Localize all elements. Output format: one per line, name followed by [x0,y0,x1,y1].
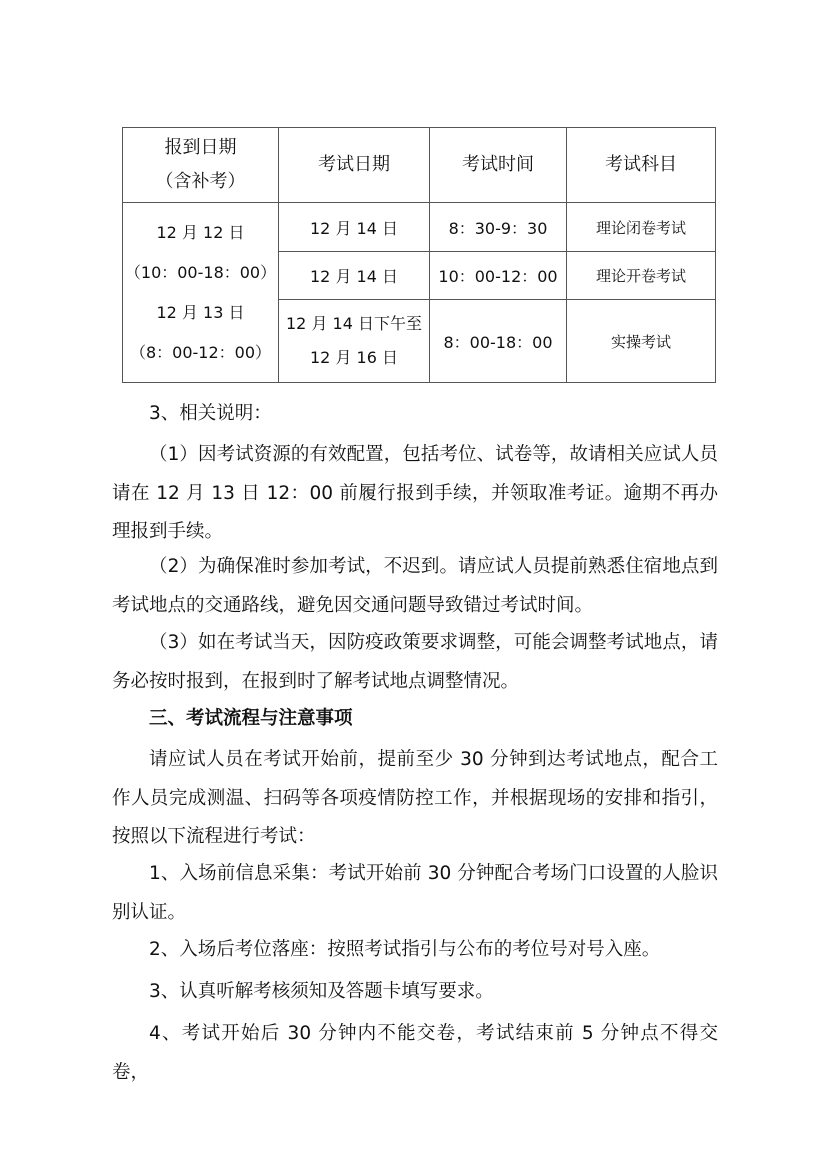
exam-time-cell: 8：00-18：00 [430,300,567,383]
header-makeup-label: （含补考） [155,171,246,192]
exam-date-cell [279,300,430,383]
header-exam-time: 考试时间 [430,128,567,203]
step-2-paragraph: 2、入场后考位落座：按照考试指引与公布的考位号对号入座。 [149,939,661,960]
step-4-paragraph: 4、考试开始后 30 分钟内不能交卷，考试结束前 5 分钟点不得交卷， [112,1023,718,1083]
exam-schedule-table [122,127,716,383]
registration-date-cell [123,203,279,383]
exam-date-cell: 12 月 14 日 [279,252,430,300]
exam-subject-cell: 理论闭卷考试 [567,203,716,252]
exam-subject-cell: 实操考试 [567,300,716,383]
note-paragraph-1: （1）因考试资源的有效配置，包括考位、试卷等，故请相关应试人员请在 12 月 13 日 12：00 前履行报到手续，并领取准考证。逾期不再办理报到手续。 [112,444,718,542]
section-heading: 三、考试流程与注意事项 [149,708,353,729]
registration-day-2: 12 月 13 日 [156,302,245,322]
header-exam-subject: 考试科目 [567,128,716,203]
section-notes-title: 3、相关说明： [149,403,272,424]
step-1-paragraph: 1、入场前信息采集：考试开始前 30 分钟配合考场门口设置的人脸识别认证。 [112,863,718,923]
intro-paragraph: 请应试人员在考试开始前，提前至少 30 分钟到达考试地点，配合工作人员完成测温、扫码等各项疫情防控工作，并根据现场的安排和指引，按照以下流程进行考试： [112,749,718,847]
exam-time-cell: 10：00-12：00 [430,252,567,300]
table-header-row [123,128,716,203]
registration-time-2: （8：00-12：00） [129,342,272,362]
header-registration-label: 报到日期 [164,137,237,158]
note-paragraph-2: （2）为确保准时参加考试，不迟到。请应试人员提前熟悉住宿地点到考试地点的交通路线，避免因交通问题导致错过考试时间。 [112,556,718,616]
table-row [123,203,716,252]
step-3-paragraph: 3、认真听解考核须知及答题卡填写要求。 [149,981,494,1002]
note-paragraph-3: （3）如在考试当天，因防疫政策要求调整，可能会调整考试地点，请务必按时报到，在报到时了解考试地点调整情况。 [112,632,718,692]
header-exam-date: 考试日期 [279,128,430,203]
exam-date-line-2: 12 月 16 日 [310,348,398,367]
exam-date-line-1: 12 月 14 日下午至 [286,314,422,333]
exam-time-cell: 8：30-9：30 [430,203,567,252]
registration-day-1: 12 月 12 日 [156,222,245,242]
exam-date-cell: 12 月 14 日 [279,203,430,252]
header-registration-date [123,128,279,203]
exam-subject-cell: 理论开卷考试 [567,252,716,300]
registration-time-1: （10：00-18：00） [124,262,277,282]
